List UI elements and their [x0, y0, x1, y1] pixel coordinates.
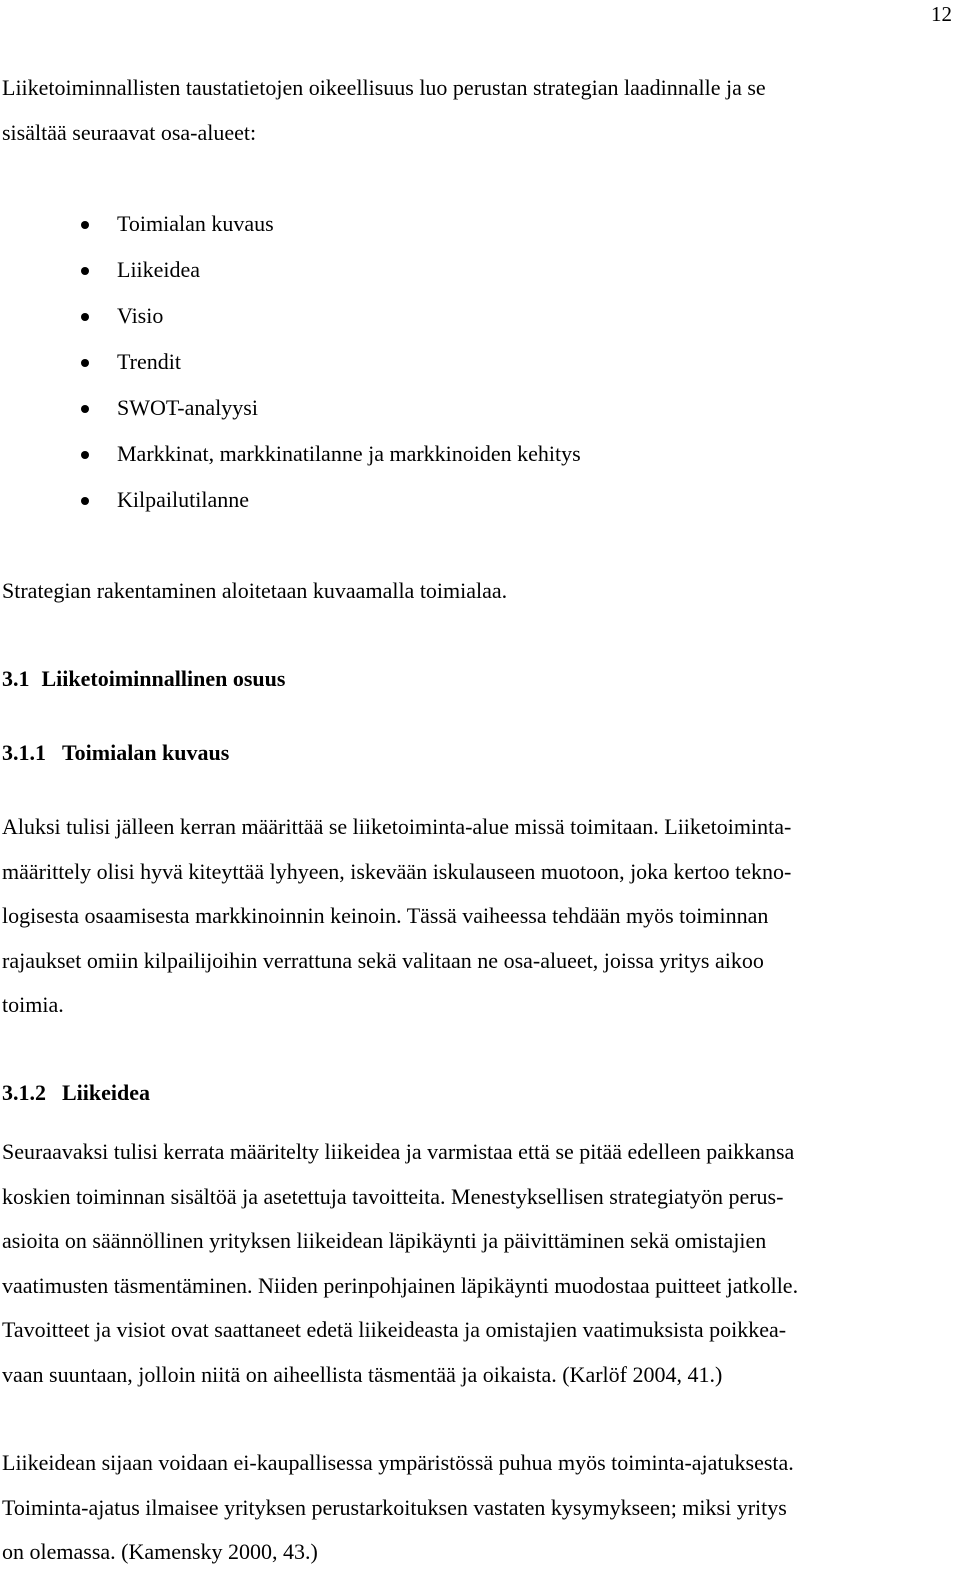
paragraph-line: logisesta osaamisesta markkinoinnin keinoin. Tässä vaiheessa tehdään myös toiminnan [2, 903, 769, 928]
paragraph-line: Toiminta-ajatus ilmaisee yrityksen perustarkoituksen vastaten kysymykseen; miksi yritys [2, 1495, 787, 1520]
paragraph-line: vaatimusten täsmentäminen. Niiden perinpohjainen läpikäynti muodostaa puitteet jatkolle. [2, 1273, 799, 1298]
section-number: 3.1 [2, 666, 30, 691]
bullet-icon [81, 497, 89, 505]
paragraph-line: määrittely olisi hyvä kiteyttää lyhyeen, iskevään iskulauseen muotoon, joka kertoo tekno- [2, 859, 792, 884]
paragraph-line: Tavoitteet ja visiot ovat saattaneet edetä liikeideasta ja omistajien vaatimuksista poikkea- [2, 1317, 787, 1342]
bullet-icon [81, 313, 89, 321]
paragraph-line: asioita on säännöllinen yrityksen liikeidean läpikäynti ja päivittäminen sekä omistajien [2, 1228, 767, 1253]
paragraph-line: Seuraavaksi tulisi kerrata määritelty liikeidea ja varmistaa että se pitää edelleen paikkansa [2, 1139, 795, 1164]
paragraph-line: toimia. [2, 992, 64, 1017]
section-title: Liiketoiminnallinen osuus [41, 666, 286, 691]
section-heading-3-1 [2, 666, 285, 692]
section-title: Toimialan kuvaus [62, 740, 230, 765]
section-title: Liikeidea [62, 1080, 151, 1105]
paragraph-line: Liikeidean sijaan voidaan ei-kaupallisessa ympäristössä puhua myös toiminta-ajatuksesta. [2, 1450, 794, 1475]
page-number: 12 [931, 2, 952, 26]
bullet-icon [81, 359, 89, 367]
paragraph-line: koskien toiminnan sisältöä ja asetettuja tavoitteita. Menestyksellisen strategiatyön perus- [2, 1184, 784, 1209]
bullet-icon [81, 405, 89, 413]
paragraph-line: vaan suuntaan, jolloin niitä on aiheellista täsmentää ja oikaista. (Karlöf 2004, 41.) [2, 1362, 723, 1387]
paragraph-line: on olemassa. (Kamensky 2000, 43.) [2, 1539, 318, 1564]
paragraph-line: Aluksi tulisi jälleen kerran määrittää se liiketoiminta-alue missä toimitaan. Liiketoiminta- [2, 814, 792, 839]
section-number: 3.1.1 [2, 740, 46, 765]
strategy-line: Strategian rakentaminen aloitetaan kuvaamalla toimialaa. [2, 578, 508, 603]
section-heading-3-1-1 [2, 740, 229, 766]
intro-line-1: Liiketoiminnallisten taustatietojen oikeellisuus luo perustan strategian laadinnalle ja se [2, 75, 766, 100]
section-heading-3-1-2 [2, 1080, 150, 1106]
bullet-icon [81, 451, 89, 459]
intro-line-2: sisältää seuraavat osa-alueet: [2, 120, 257, 145]
bullet-icon [81, 267, 89, 275]
bullet-icon [81, 221, 89, 229]
section-number: 3.1.2 [2, 1080, 46, 1105]
paragraph-line: rajaukset omiin kilpailijoihin verrattuna sekä valitaan ne osa-alueet, joissa yritys aikoo [2, 948, 764, 973]
